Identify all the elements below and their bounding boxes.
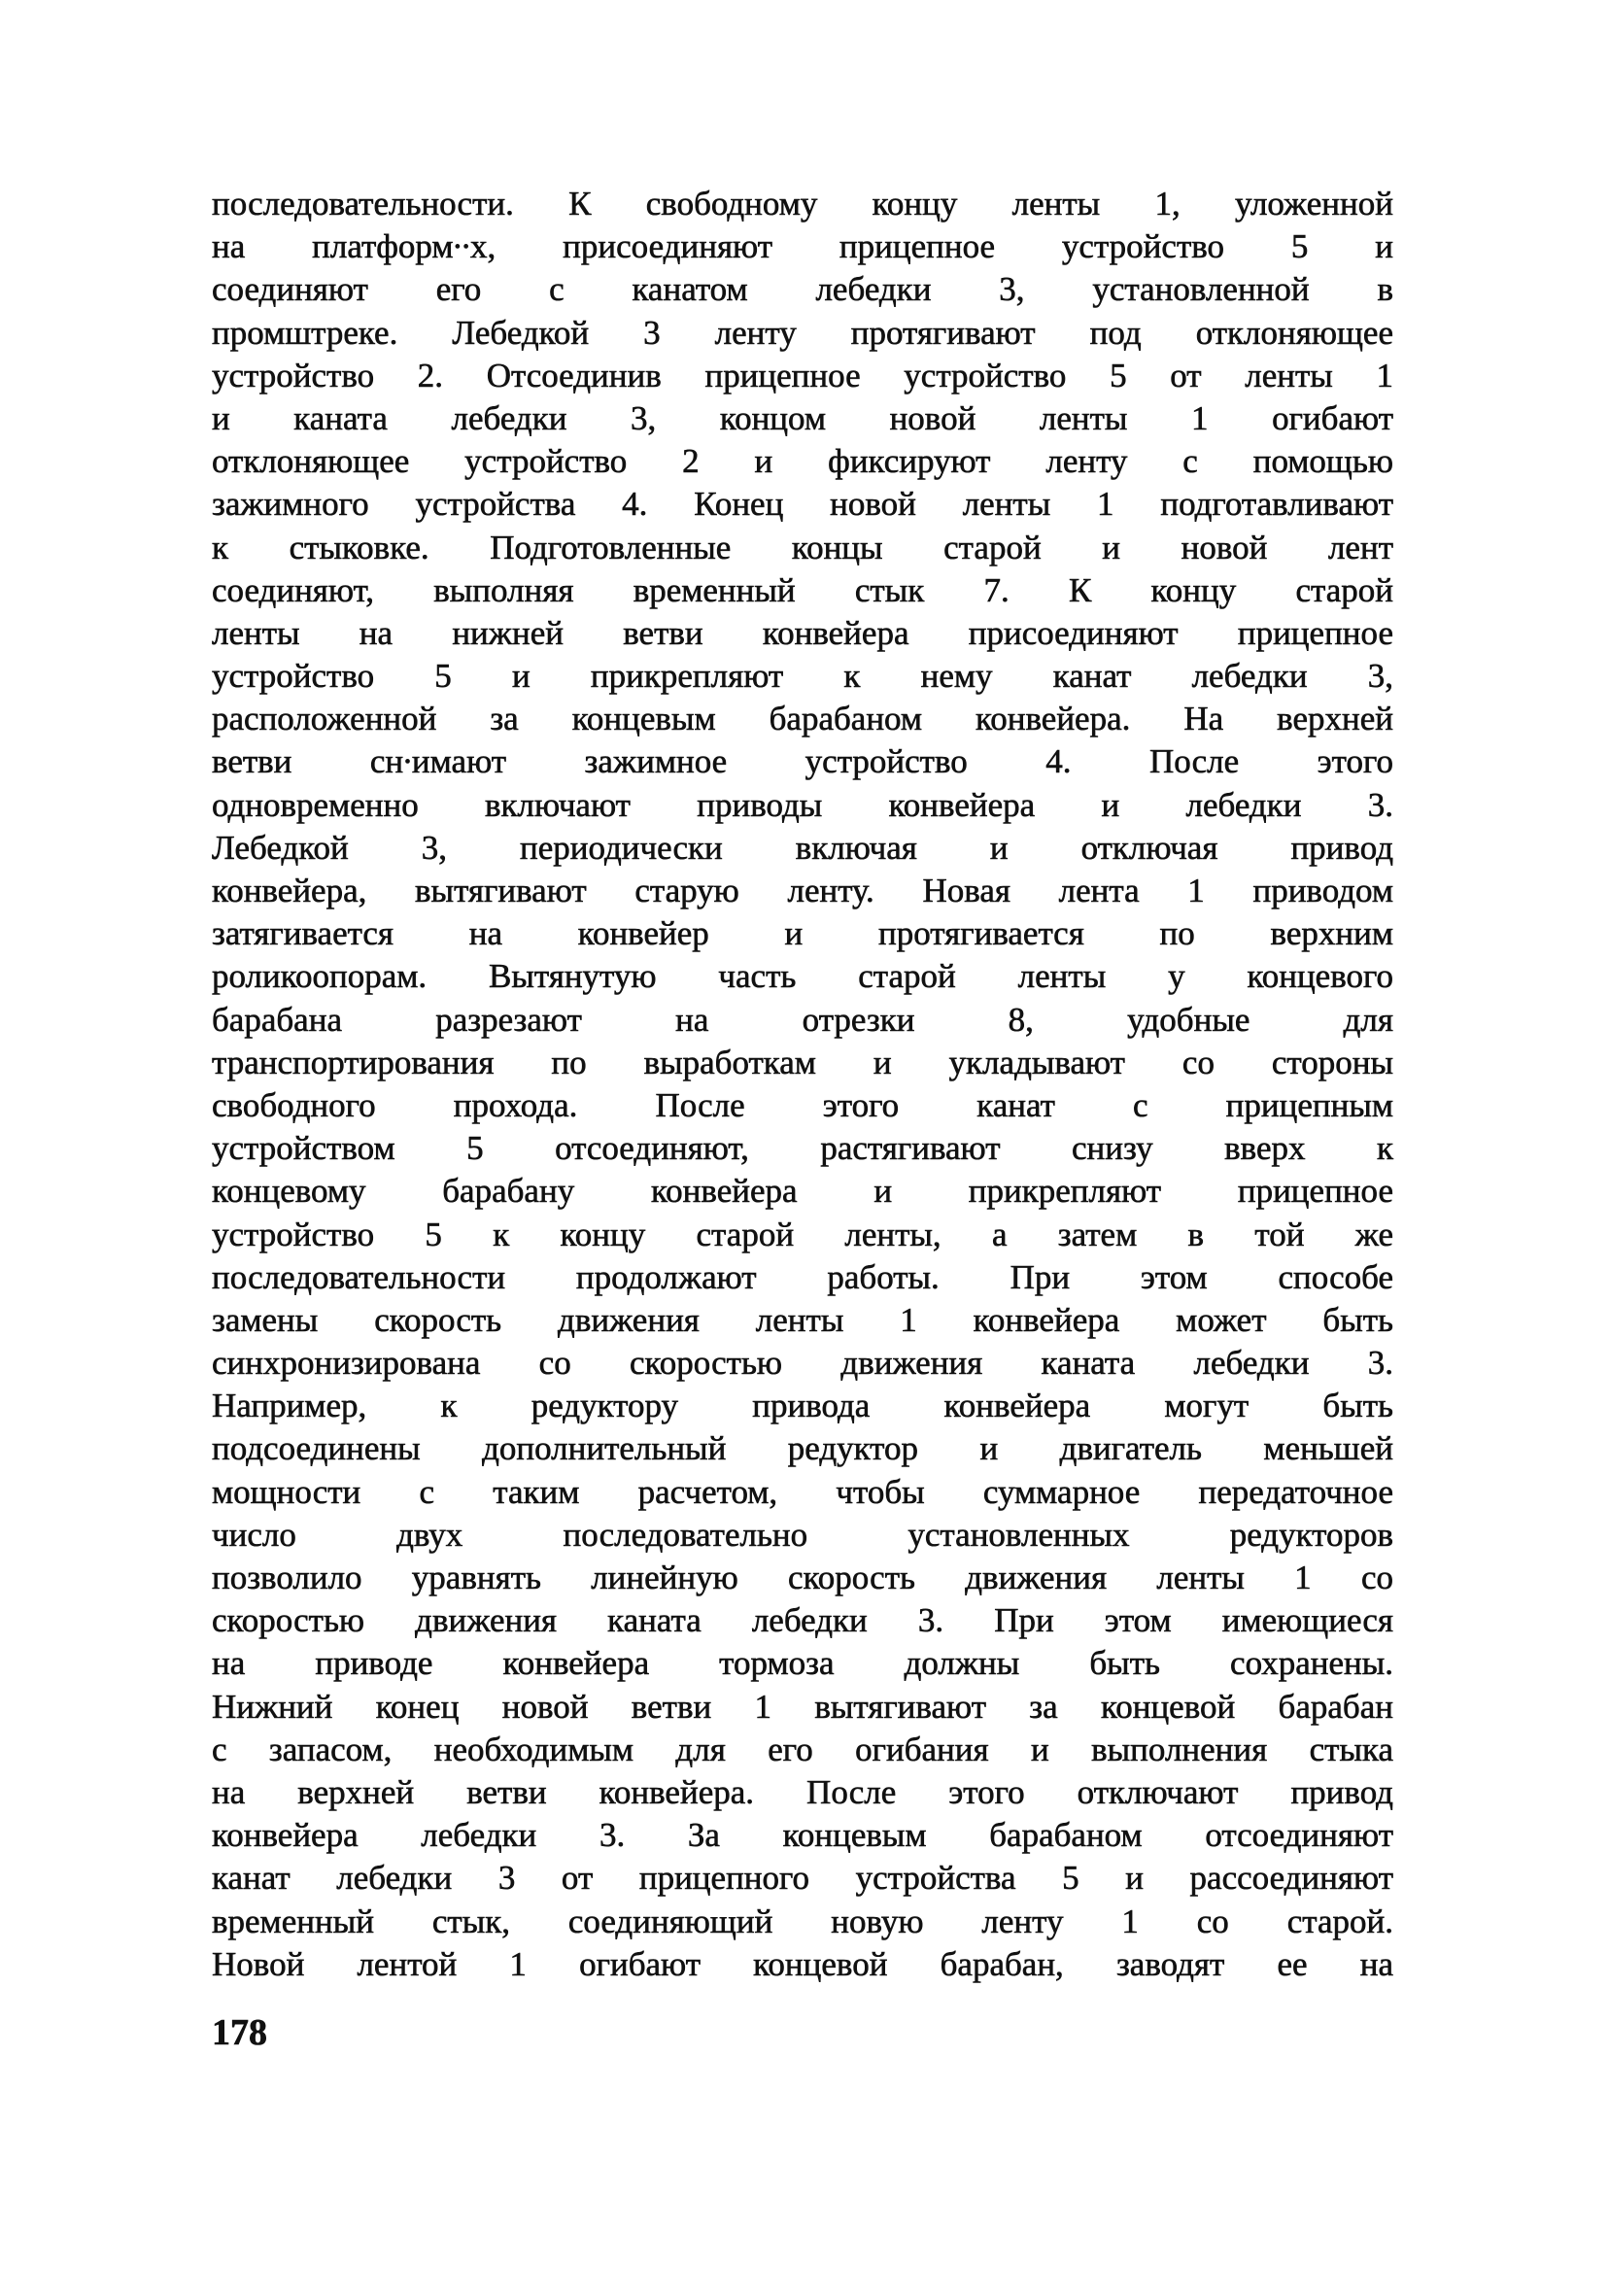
text-line: затягивается на конвейер и протягивается по верхним [212,914,1393,953]
text-line: позволило уравнять линейную скорость движения ленты 1 со [212,1559,1393,1596]
text-line: на приводе конвейера тормоза должны быть сохранены. [212,1644,1393,1683]
body-text [212,183,1393,1986]
text-line: соединяют, выполняя временный стык 7. К концу старой [212,570,1393,609]
text-line: устройство 5 к концу старой ленты, а затем в той же [212,1215,1393,1253]
text-line: Лебедкой 3, периодически включая и отключая привод [212,828,1393,867]
text-line: на верхней ветви конвейера. После этого отключают привод [212,1772,1393,1811]
text-line: подсоединены дополнительный редуктор и двигатель меньшей [212,1429,1393,1468]
text-line: последовательности продолжают работы. При этом способе [212,1257,1393,1296]
text-line: замены скорость движения ленты 1 конвейера может быть [212,1300,1393,1339]
text-line: Нижний конец новой ветви 1 вытягивают за концевой барабан [212,1687,1393,1726]
text-line: с запасом, необходимым для его огибания и выполнения стыка [212,1730,1393,1768]
text-line: на платформ∙∙х, присоединяют прицепное устройство 5 и [212,227,1393,266]
text-line: устройство 2. Отсоединив прицепное устройство 5 от ленты 1 [212,356,1393,394]
text-line: канат лебедки 3 от прицепного устройства 5 и рассоединяют [212,1859,1393,1898]
text-line: к стыковке. Подготовленные концы старой и новой лент [212,528,1393,566]
text-line: устройство 5 и прикрепляют к нему канат лебедки 3, [212,657,1393,696]
text-line: промштреке. Лебедкой 3 ленту протягивают под отклоняющее [212,313,1393,352]
text-line: концевому барабану конвейера и прикрепляют прицепное [212,1172,1393,1211]
text-line: Например, к редуктору привода конвейера могут быть [212,1387,1393,1425]
text-line: роликоопорам. Вытянутую часть старой ленты у концевого [212,957,1393,996]
text-line: свободного прохода. После этого канат с прицепным [212,1085,1393,1124]
text-line: ветви сн∙имают зажимное устройство 4. После этого [212,742,1393,781]
text-line: расположенной за концевым барабаном конвейера. На верхней [212,700,1393,738]
text-line: синхронизирована со скоростью движения каната лебедки 3. [212,1344,1393,1383]
text-line: соединяют его с канатом лебедки 3, установленной в [212,270,1393,309]
text-line: временный стык, соединяющий новую ленту 1 со старой. [212,1902,1393,1940]
text-line: транспортирования по выработкам и укладывают со стороны [212,1043,1393,1081]
text-line: и каната лебедки 3, концом новой ленты 1 огибают [212,398,1393,437]
text-line: скоростью движения каната лебедки 3. При этом имеющиеся [212,1601,1393,1640]
text-line: ленты на нижней ветви конвейера присоединяют прицепное [212,613,1393,652]
text-line: число двух последовательно установленных редукторов [212,1515,1393,1554]
text-line: барабана разрезают на отрезки 8, удобные для [212,1000,1393,1039]
text-line: одновременно включают приводы конвейера и лебедки 3. [212,785,1393,824]
text-line: последовательности. К свободному концу ленты 1, уложенной [212,185,1393,223]
page-number: 178 [212,2012,267,2053]
text-line: устройством 5 отсоединяют, растягивают снизу вверх к [212,1129,1393,1168]
text-line: зажимного устройства 4. Конец новой ленты 1 подготавливают [212,485,1393,524]
text-line: мощности с таким расчетом, чтобы суммарное передаточное [212,1472,1393,1511]
text-line: конвейера, вытягивают старую ленту. Новая лента 1 приводом [212,872,1393,909]
text-line: конвейера лебедки 3. За концевым барабаном отсоединяют [212,1816,1393,1855]
text-line: отклоняющее устройство 2 и фиксируют ленту с помощью [212,442,1393,481]
text-line: Новой лентой 1 огибают концевой барабан, заводят ее на [212,1944,1393,1983]
